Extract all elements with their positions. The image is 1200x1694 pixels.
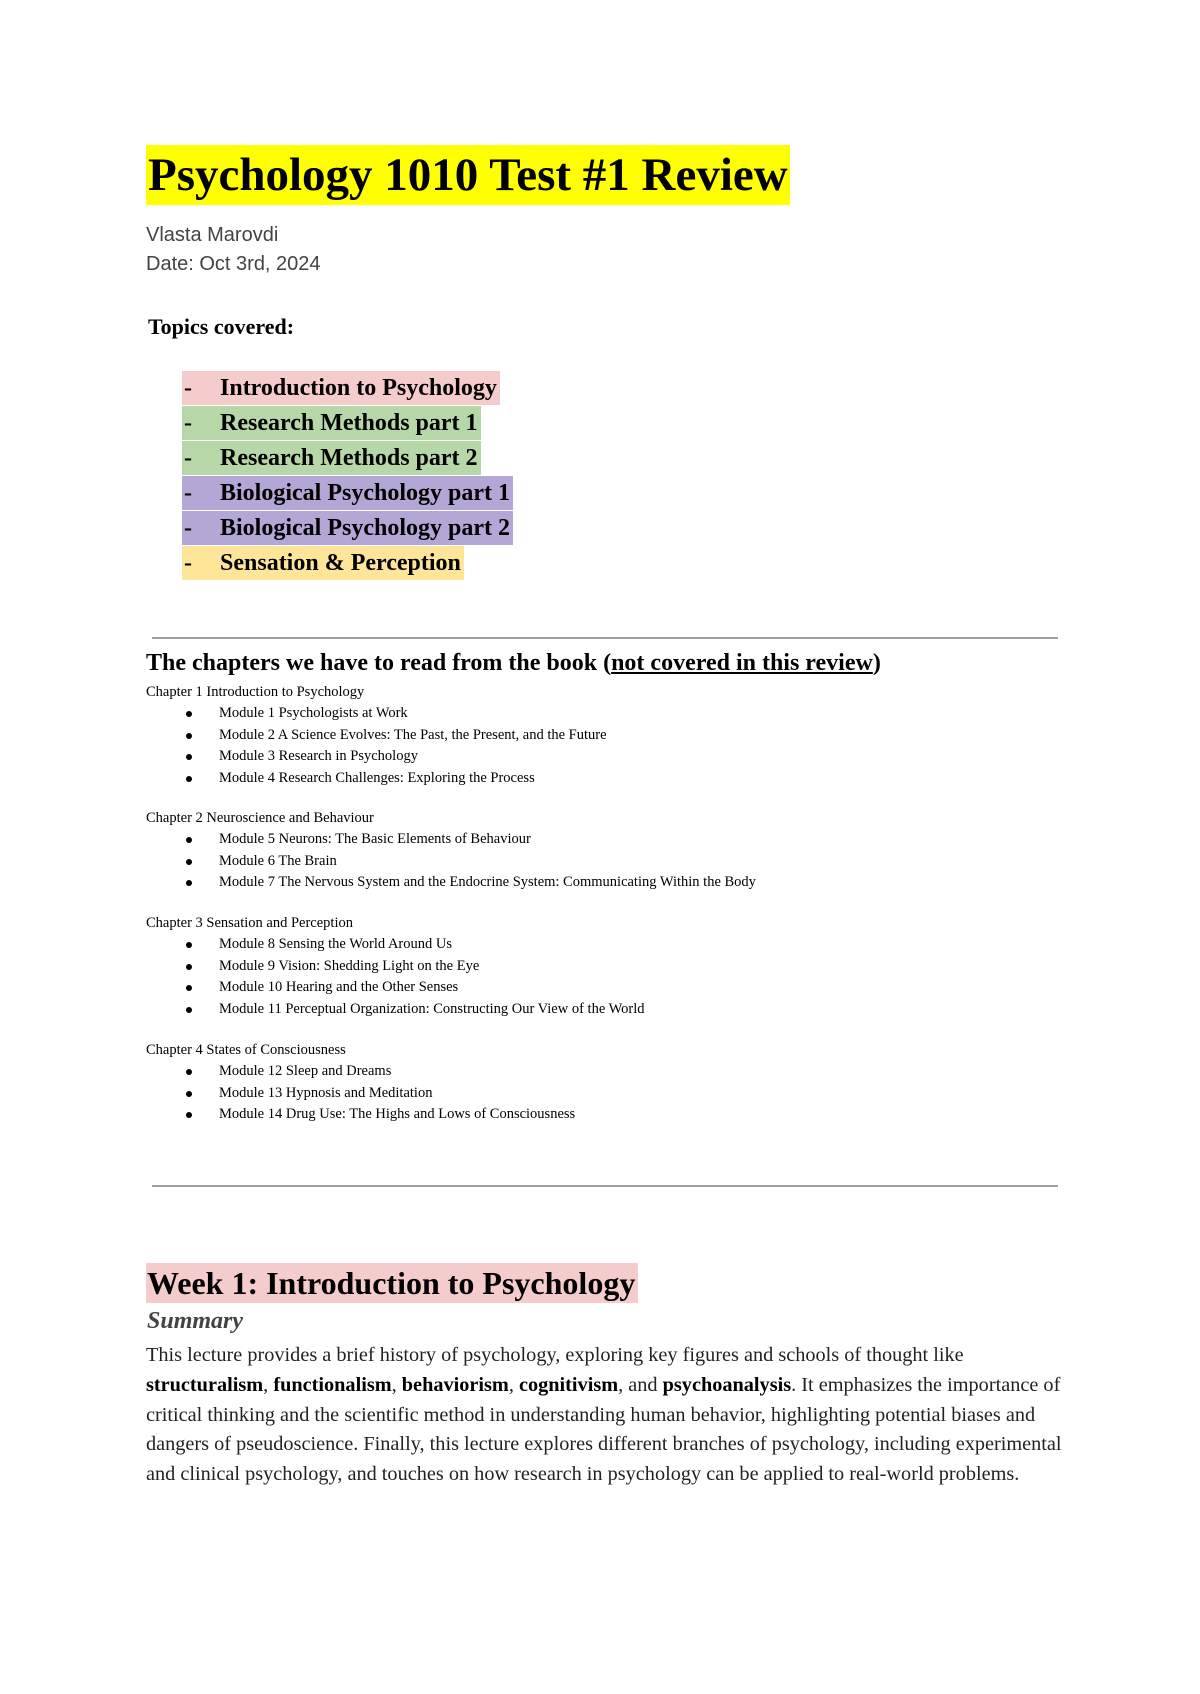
module-list [146,703,607,789]
module-label: Module 12 Sleep and Dreams [219,1063,392,1079]
topics-heading: Topics covered: [148,314,295,339]
module-label: Module 4 Research Challenges: Exploring the Process [219,769,535,786]
chapters-heading-open-paren: ( [603,650,612,676]
topic-highlight [182,406,481,440]
topic-label: Sensation & Perception [220,550,461,576]
topic-item [182,406,513,441]
module-label: Module 13 Hypnosis and Meditation [219,1084,433,1101]
topic-item [182,511,513,546]
bullet-icon [186,1069,192,1075]
topic-label: Biological Psychology part 2 [220,515,510,541]
topic-dash: - [184,550,192,576]
module-label: Module 8 Sensing the World Around Us [219,936,452,952]
summary-keyword: behaviorism [401,1373,509,1396]
summary-paragraph [146,1341,1076,1490]
bullet-icon [186,1112,192,1118]
module-list [146,829,756,894]
module-label: Module 10 Hearing and the Other Senses [219,979,459,995]
module-item [146,768,607,790]
bullet-icon [186,964,192,970]
topic-highlight [182,371,500,405]
chapter-title: Chapter 3 Sensation and Perception [146,915,353,931]
topic-highlight [182,441,481,475]
chapter-title: Chapter 1 Introduction to Psychology [146,684,365,700]
chapter-title: Chapter 2 Neuroscience and Behaviour [146,810,374,826]
topic-item [182,441,513,476]
module-item [146,977,645,999]
topic-item [182,546,513,581]
module-label: Module 11 Perceptual Organization: Constructing Our View of the World [219,1000,645,1017]
bullet-icon [186,754,192,760]
horizontal-divider [152,637,1058,639]
topic-highlight [182,511,513,545]
summary-text: , [508,1373,519,1396]
chapter-block [146,808,756,894]
bullet-icon [186,711,192,717]
chapters-heading-close-paren: ) [872,650,881,676]
topic-label: Research Methods part 1 [220,410,478,436]
module-list [146,934,645,1020]
module-label: Module 1 Psychologists at Work [219,705,408,721]
author-name: Vlasta Marovdi [146,224,279,246]
summary-text: This lecture provides a brief history of psychology, exploring key figures and schools of thought like [146,1344,964,1366]
topics-list [182,371,513,581]
module-item [146,999,645,1021]
topic-dash: - [184,410,192,436]
topic-item [182,476,513,511]
module-label: Module 5 Neurons: The Basic Elements of Behaviour [219,831,531,847]
document-title: Psychology 1010 Test #1 Review [146,145,790,205]
bullet-icon [186,837,192,843]
summary-text: , and [618,1373,663,1396]
topic-highlight [182,476,513,510]
module-item [146,872,756,894]
module-item [146,746,607,768]
module-item [146,829,756,851]
module-item [146,956,645,978]
bullet-icon [186,1007,192,1013]
topic-label: Introduction to Psychology [220,375,497,401]
bullet-icon [186,859,192,865]
chapters-heading-note: not covered in this review [611,650,873,676]
week-1-heading: Week 1: Introduction to Psychology [146,1263,638,1303]
bullet-icon [186,942,192,948]
module-label: Module 6 The Brain [219,852,337,869]
topic-highlight [182,546,464,580]
module-label: Module 9 Vision: Shedding Light on the Eye [219,957,480,974]
chapters-heading [146,650,881,677]
topic-item [182,371,513,406]
module-item [146,934,645,956]
chapter-block [146,682,607,789]
module-label: Module 2 A Science Evolves: The Past, the Present, and the Future [219,726,607,743]
topic-dash: - [184,515,192,541]
horizontal-divider [152,1185,1058,1187]
module-item [146,851,756,873]
chapter-title: Chapter 4 States of Consciousness [146,1042,346,1058]
module-item [146,725,607,747]
summary-text: . It emphasizes the importance of critical thinking and the scientific method in understanding human behavior, highlighting potential biases and dangers of pseudoscience. Finally, this lecture explores different branches of psychology, including experimental and clinical psychology, and touches on how research in psychology can be applied to real-world problems. [146,1373,1062,1486]
document-date: Date: Oct 3rd, 2024 [146,253,321,275]
summary-keyword: structuralism [146,1373,264,1396]
bullet-icon [186,880,192,886]
module-item [146,1061,575,1083]
chapter-block [146,1040,575,1126]
topic-label: Biological Psychology part 1 [220,480,510,506]
module-item [146,1104,575,1126]
module-item [146,1083,575,1105]
summary-text: , [263,1373,274,1396]
bullet-icon [186,733,192,739]
chapters-heading-text: The chapters we have to read from the book [146,650,598,676]
summary-keyword: psychoanalysis [662,1373,792,1396]
summary-keyword: functionalism [273,1373,392,1396]
summary-heading: Summary [147,1308,244,1334]
bullet-icon [186,985,192,991]
module-label: Module 7 The Nervous System and the Endocrine System: Communicating Within the Body [219,874,756,890]
chapter-block [146,913,645,1020]
summary-keyword: cognitivism [518,1373,619,1396]
module-label: Module 14 Drug Use: The Highs and Lows of Consciousness [219,1106,576,1122]
topic-label: Research Methods part 2 [220,445,478,471]
topic-dash: - [184,445,192,471]
topic-dash: - [184,480,192,506]
bullet-icon [186,776,192,782]
topic-dash: - [184,375,192,401]
module-list [146,1061,575,1126]
module-item [146,703,607,725]
summary-text: , [391,1373,402,1396]
bullet-icon [186,1091,192,1097]
module-label: Module 3 Research in Psychology [219,748,418,764]
